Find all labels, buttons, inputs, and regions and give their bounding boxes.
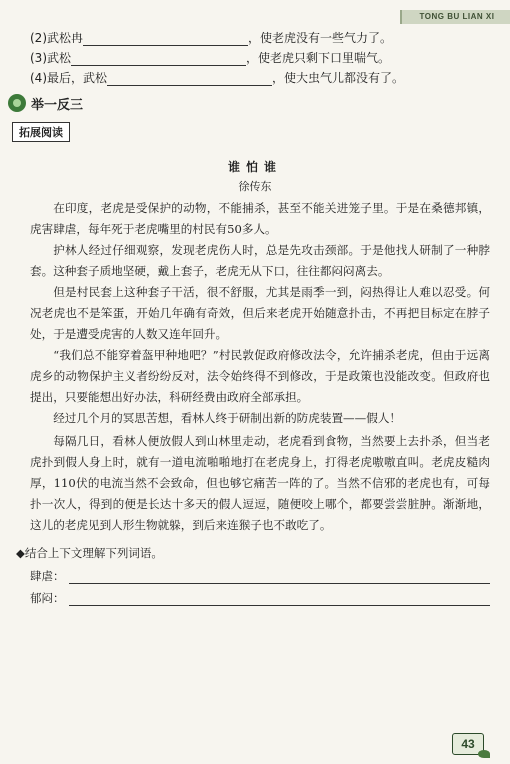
article-paragraph: 护林人经过仔细观察，发现老虎伤人时，总是先攻击颈部。于是他找人研制了一种脖套。这种套子质地坚硬，戴上套子，老虎无从下口，往往都闷闷离去。 — [30, 243, 490, 278]
article-paragraph: 在印度，老虎是受保护的动物，不能捕杀，甚至不能关进笼子里。于是在桑德邦镇，虎害肆虐，每年死于老虎嘴里的村民有50多人。 — [30, 201, 490, 236]
word-label: 肆虐： — [30, 569, 65, 583]
fill-blank[interactable] — [107, 71, 272, 86]
header-band: TONG BU LIAN XI — [400, 10, 510, 24]
word-label: 郁闷： — [30, 591, 65, 605]
fill-row-4 — [30, 68, 404, 86]
fill-prefix: (2)武松冉 — [30, 31, 83, 45]
leaf-badge-icon — [8, 94, 26, 112]
fill-suffix: ，使老虎没有一些气力了。 — [248, 31, 393, 45]
answer-line[interactable] — [69, 569, 491, 584]
fill-suffix: ，使老虎只剩下口里喘气。 — [246, 51, 391, 65]
article-paragraph: 经过几个月的冥思苦想，看林人终于研制出新的防虎装置——假人！ — [53, 411, 402, 425]
reading-tag: 拓展阅读 — [12, 122, 70, 142]
article-paragraph: 每隔几日，看林人便放假人到山林里走动，老虎看到食物，当然要上去扑杀，但当老虎扑到假人身上时，就有一道电流啪啪地打在老虎身上，打得老虎嗷嗷直叫。老虎皮糙肉厚，110伏的电流当然不会致命，但也够它痛苦一阵的了。当然不信邪的老虎也有，可每扑一次人，得到的便是长达十多天的假人逗逗，随便咬上哪个，都要尝尝脏肿。渐渐地，这儿的老虎见到人形生物就躲，到后来连猴子也不敢吃了。 — [30, 434, 490, 532]
fill-suffix: ，使大虫气儿都没有了。 — [272, 71, 405, 85]
fill-blank[interactable] — [71, 51, 246, 66]
fill-prefix: (3)武松 — [30, 51, 71, 65]
fill-row-2 — [30, 28, 392, 46]
article-paragraph: 但是村民套上这种套子干活，很不舒服，尤其是雨季一到，闷热得让人难以忍受。何况老虎也不是笨蛋，开始几年确有奇效，但后来老虎开始随意扑击，不再把目标定在脖子处，于是遭受虎害的人数又连年回升。 — [30, 285, 490, 341]
page-number: 43 — [452, 733, 484, 755]
word-row-1 — [30, 566, 490, 584]
fill-blank[interactable] — [83, 31, 248, 46]
article-paragraph: “我们总不能穿着盔甲种地吧？”村民敦促政府修改法令，允许捕杀老虎，但由于远离虎乡的动物保护主义者纷纷反对，法令始终得不到修改，于是政策也没能改变。但政府也提出，只要能想出好办法，科研经费由政府全部承担。 — [30, 348, 490, 404]
leaf-decoration-icon — [478, 750, 490, 758]
section-title — [8, 93, 83, 113]
article-title: 谁怕谁 — [227, 160, 282, 174]
exercise-instruction: ◆结合上下文理解下列词语。 — [16, 546, 163, 560]
fill-prefix: (4)最后，武松 — [30, 71, 107, 85]
word-row-2 — [30, 588, 490, 606]
fill-row-3 — [30, 48, 390, 66]
section-title-text: 举一反三 — [31, 97, 84, 113]
answer-line[interactable] — [69, 591, 491, 606]
article-author: 徐传东 — [238, 180, 272, 193]
